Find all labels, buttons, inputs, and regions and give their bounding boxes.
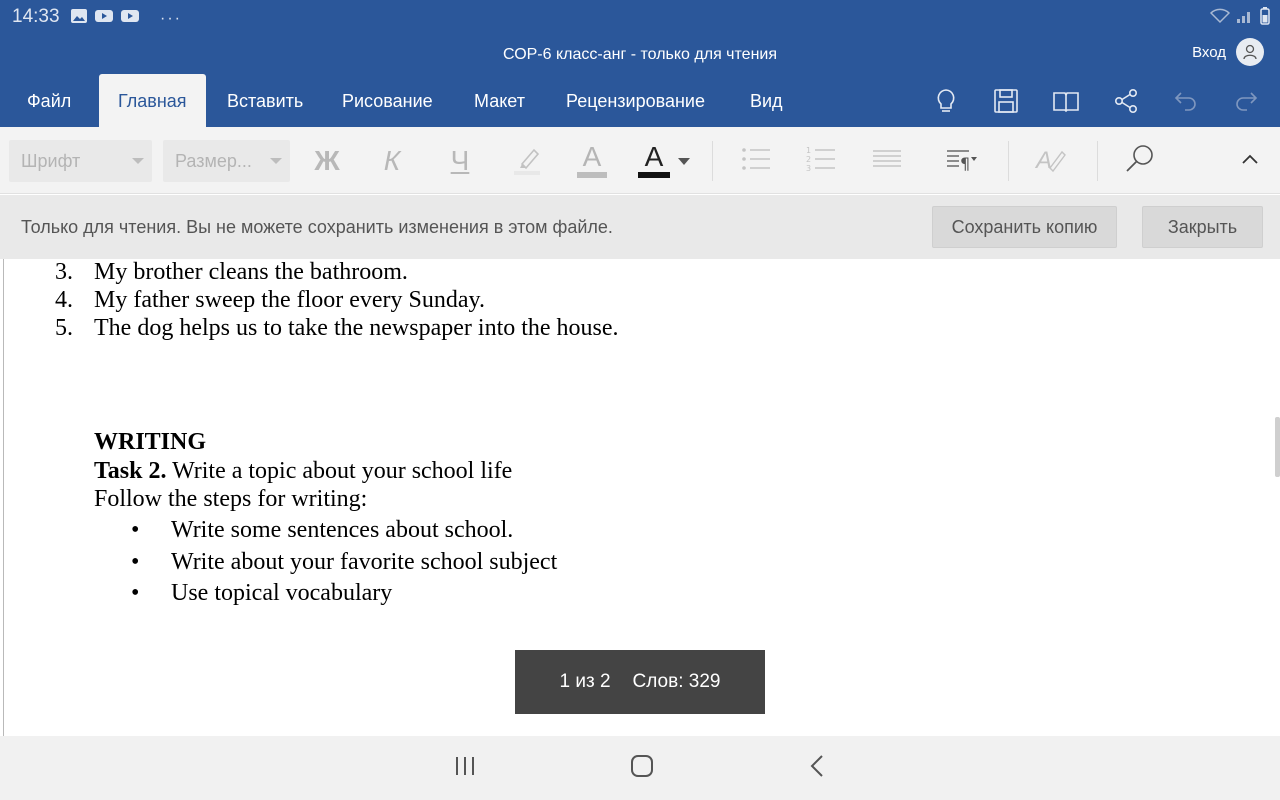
- battery-icon: [1260, 7, 1270, 30]
- bullet-text: Write about your favorite school subject: [171, 549, 558, 575]
- toolbar-divider: [712, 141, 713, 181]
- document-title: СОР-6 класс-анг - только для чтения: [502, 46, 777, 63]
- chevron-up-icon: [1241, 152, 1259, 170]
- task-line: [94, 458, 512, 485]
- italic-label: К: [383, 145, 401, 176]
- status-time: 14:33: [12, 6, 60, 27]
- task-label: Task 2.: [94, 458, 167, 484]
- font-dropdown[interactable]: [9, 140, 152, 182]
- styles-button[interactable]: [1031, 140, 1071, 182]
- youtube-icon: [94, 8, 114, 29]
- save-copy-button[interactable]: Сохранить копию: [932, 206, 1117, 248]
- font-color-button[interactable]: [638, 140, 694, 182]
- paragraph-styles-button[interactable]: [936, 140, 988, 182]
- overflow-dots: ···: [160, 9, 182, 27]
- svg-text:2: 2: [806, 154, 812, 164]
- chevron-down-icon: [678, 158, 690, 165]
- follow-steps-text: Follow the steps for writing:: [94, 486, 368, 512]
- home-icon: [630, 754, 654, 783]
- font-dropdown-label: Шрифт: [21, 151, 81, 171]
- bold-button[interactable]: [307, 140, 347, 182]
- paragraph-mark-icon: [945, 145, 979, 178]
- align-left-icon: [871, 145, 903, 178]
- read-mode-icon[interactable]: [1050, 85, 1082, 117]
- title-bar: [0, 34, 1280, 74]
- bullet-list-icon: [740, 145, 772, 178]
- document-canvas[interactable]: [0, 259, 1280, 736]
- lightbulb-icon[interactable]: [930, 85, 962, 117]
- formatting-toolbar: [0, 127, 1280, 194]
- tab-insert[interactable]: Вставить: [227, 91, 304, 111]
- section-heading: WRITING: [94, 429, 207, 455]
- system-navigation-bar: [0, 736, 1280, 800]
- svg-text:A: A: [1036, 146, 1053, 174]
- collapse-ribbon-button[interactable]: [1236, 140, 1264, 182]
- font-color-swatch: [638, 172, 670, 178]
- bullet-dot: •: [131, 517, 140, 543]
- youtube-icon: [120, 8, 140, 29]
- list-item: [131, 517, 513, 544]
- tab-review[interactable]: Рецензирование: [566, 91, 705, 111]
- highlight-button[interactable]: [507, 140, 547, 182]
- font-color-letter: A: [644, 141, 664, 172]
- list-item: [55, 259, 408, 286]
- list-number: 5.: [55, 315, 73, 341]
- highlight-swatch: [577, 172, 607, 178]
- list-item: [55, 315, 619, 342]
- underline-label: Ч: [450, 145, 470, 176]
- word-count: Слов: 329: [632, 671, 721, 692]
- recent-apps-button[interactable]: [445, 754, 485, 782]
- styles-pen-icon: [1034, 144, 1068, 179]
- list-item: [131, 549, 557, 576]
- underline-button[interactable]: [440, 140, 480, 182]
- task-text: Write a topic about your school life: [166, 458, 513, 484]
- notification-icons: [70, 8, 182, 29]
- size-dropdown-label: Размер...: [175, 151, 252, 171]
- avatar-icon: [1236, 38, 1264, 66]
- svg-text:¶: ¶: [960, 153, 971, 173]
- chevron-down-icon: [270, 158, 282, 164]
- search-icon: [1123, 142, 1157, 181]
- find-button[interactable]: [1120, 140, 1160, 182]
- list-item: [55, 287, 485, 314]
- list-number: 3.: [55, 259, 73, 285]
- list-number: 4.: [55, 287, 73, 313]
- page-indicator: 1 из 2: [559, 671, 611, 692]
- save-icon[interactable]: [990, 85, 1022, 117]
- bullet-dot: •: [131, 580, 140, 606]
- list-item: [131, 580, 392, 607]
- back-button[interactable]: [797, 754, 837, 782]
- align-button[interactable]: [867, 140, 907, 182]
- tab-draw[interactable]: Рисование: [342, 91, 433, 111]
- bold-label: Ж: [314, 145, 340, 176]
- signin-button[interactable]: [1192, 38, 1264, 66]
- svg-text:3: 3: [806, 163, 812, 173]
- ribbon-actions: [930, 85, 1262, 117]
- size-dropdown[interactable]: [163, 140, 290, 182]
- system-icons: [1210, 7, 1270, 30]
- signal-icon: [1236, 8, 1254, 29]
- ribbon-tabs: [0, 74, 1280, 127]
- bullets-button[interactable]: [736, 140, 776, 182]
- gallery-icon: [70, 8, 88, 29]
- undo-icon[interactable]: [1170, 85, 1202, 117]
- close-button[interactable]: Закрыть: [1142, 206, 1263, 248]
- wifi-icon: [1210, 8, 1230, 29]
- scrollbar-thumb[interactable]: [1275, 417, 1280, 477]
- numbering-button[interactable]: [801, 140, 841, 182]
- text-highlight-letter: A: [582, 141, 602, 172]
- text-highlight-color-button[interactable]: [572, 140, 612, 182]
- tab-file[interactable]: Файл: [27, 91, 72, 111]
- font-color-indicator: [638, 141, 670, 178]
- bullet-text: Write some sentences about school.: [171, 517, 514, 543]
- tab-layout[interactable]: Макет: [474, 91, 525, 111]
- page-edge: [3, 259, 4, 736]
- list-text: The dog helps us to take the newspaper into the house.: [94, 315, 619, 341]
- bullet-dot: •: [131, 549, 140, 575]
- read-only-infobar: [0, 195, 1280, 259]
- tab-home[interactable]: Главная: [99, 74, 206, 127]
- chevron-down-icon: [132, 158, 144, 164]
- svg-text:1: 1: [806, 145, 812, 155]
- page-word-count-indicator: [515, 650, 765, 714]
- share-icon[interactable]: [1110, 85, 1142, 117]
- toolbar-divider: [1008, 141, 1009, 181]
- read-only-message: Только для чтения. Вы не можете сохранить изменения в этом файле.: [21, 217, 613, 237]
- status-bar: [0, 0, 1280, 34]
- home-button[interactable]: [622, 754, 662, 782]
- bullet-text: Use topical vocabulary: [171, 580, 393, 606]
- numbered-list-icon: [805, 145, 837, 178]
- recent-apps-icon: [453, 755, 477, 782]
- tab-view[interactable]: Вид: [750, 91, 783, 111]
- back-icon: [809, 754, 825, 783]
- list-text: My brother cleans the bathroom.: [94, 259, 408, 285]
- italic-button[interactable]: [372, 140, 412, 182]
- list-text: My father sweep the floor every Sunday.: [94, 287, 485, 313]
- toolbar-divider: [1097, 141, 1098, 181]
- redo-icon[interactable]: [1230, 85, 1262, 117]
- highlighter-icon: [510, 142, 544, 181]
- signin-label: Вход: [1192, 43, 1226, 61]
